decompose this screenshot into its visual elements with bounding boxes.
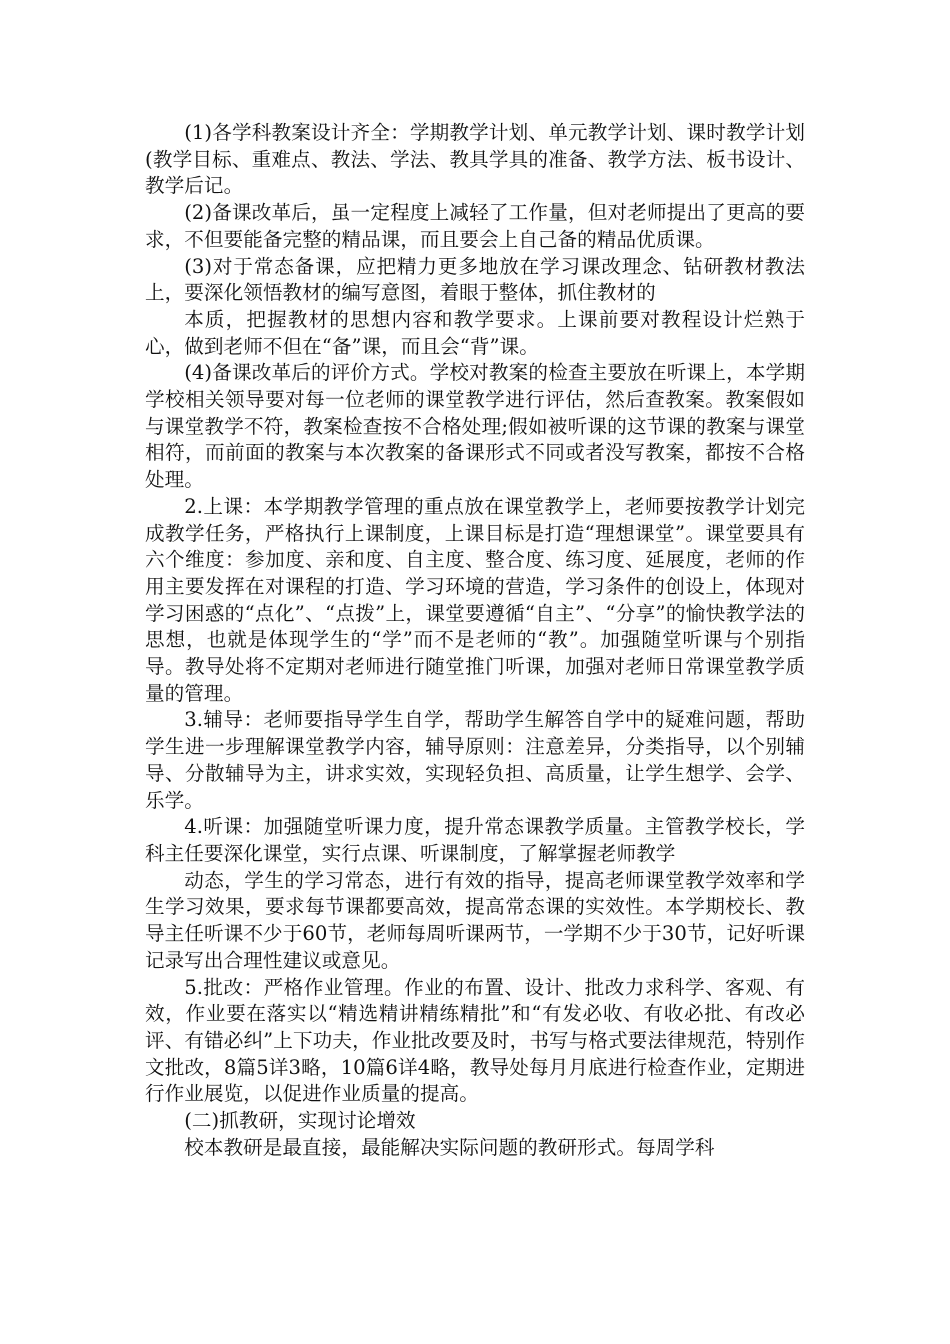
document-page (145, 120, 805, 1161)
section-heading-teaching-research: (二)抓教研，实现讨论增效 (184, 1109, 416, 1133)
paragraph-observation-dynamics: 动态，学生的学习常态，进行有效的指导，提高老师课堂教学效率和学生学习效果，要求每节课都要高效，提高常态课的实效性。本学期校长、教导主任听课不少于60节，老师每周听课两节，一学期不少于30节，记好听课记录写出合理性建议或意见。 (145, 868, 805, 972)
paragraph-school-based-research: 校本教研是最直接，最能解决实际问题的教研形式。每周学科 (184, 1135, 715, 1159)
paragraph-lesson-prep-reform: (2)备课改革后，虽一定程度上减轻了工作量，但对老师提出了更高的要求，不但要能备完整的精品课，而且要会上自己备的精品优质课。 (145, 201, 805, 251)
paragraph-evaluation-method: (4)备课改革后的评价方式。学校对教案的检查主要放在听课上，本学期学校相关领导要对每一位老师的课堂教学进行评估，然后查教案。教案假如与课堂教学不符，教案检查按不合格处理;假如被听课的这节课的教案与课堂相符，而前面的教案与本次教案的备课形式不同或者没写教案，都按不合格处理。 (145, 361, 805, 492)
paragraph-classroom-teaching: 2.上课：本学期教学管理的重点放在课堂教学上，老师要按教学计划完成教学任务，严格执行上课制度，上课目标是打造“理想课堂”。课堂要具有六个维度：参加度、亲和度、自主度、整合度、练习度、延展度，老师的作用主要发挥在对课程的打造、学习环境的营造，学习条件的创设上，体现对学习困惑的“点化”、“点拨”上，课堂要遵循“自主”、“分享”的愉快教学法的思想，也就是体现学生的“学”而不是老师的“教”。加强随堂听课与个别指导。教导处将不定期对老师进行随堂推门听课，加强对老师日常课堂教学质量的管理。 (145, 494, 805, 705)
paragraph-lesson-plan-design: (1)各学科教案设计齐全：学期教学计划、单元教学计划、课时教学计划(教学目标、重难点、教法、学法、教具学具的准备、教学方法、板书设计、教学后记。 (145, 121, 805, 198)
paragraph-tutoring: 3.辅导：老师要指导学生自学，帮助学生解答自学中的疑难问题，帮助学生进一步理解课堂教学内容，辅导原则：注意差异，分类指导，以个别辅导、分散辅导为主，讲求实效，实现轻负担、高质量，让学生想学、会学、乐学。 (145, 708, 805, 812)
paragraph-routine-lesson-prep: (3)对于常态备课，应把精力更多地放在学习课改理念、钻研教材教法上，要深化领悟教材的编写意图，着眼于整体，抓住教材的 (145, 254, 805, 305)
paragraph-textbook-essence: 本质，把握教材的思想内容和教学要求。上课前要对教程设计烂熟于心，做到老师不但在“备”课，而且会“背”课。 (145, 307, 805, 358)
paragraph-homework-correction: 5.批改：严格作业管理。作业的布置、设计、批改力求科学、客观、有效，作业要在落实以“精选精讲精练精批”和“有发必收、有收必批、有改必评、有错必纠”上下功夫，作业批改要及时，书写与格式要法律规范，特别作文批改，8篇5详3略，10篇6详4略，教导处每月月底进行检查作业，定期进行作业展览，以促进作业质量的提高。 (145, 975, 805, 1106)
paragraph-lesson-observation: 4.听课：加强随堂听课力度，提升常态课教学质量。主管教学校长，学科主任要深化课堂，实行点课、听课制度，了解掌握老师教学 (145, 815, 805, 865)
